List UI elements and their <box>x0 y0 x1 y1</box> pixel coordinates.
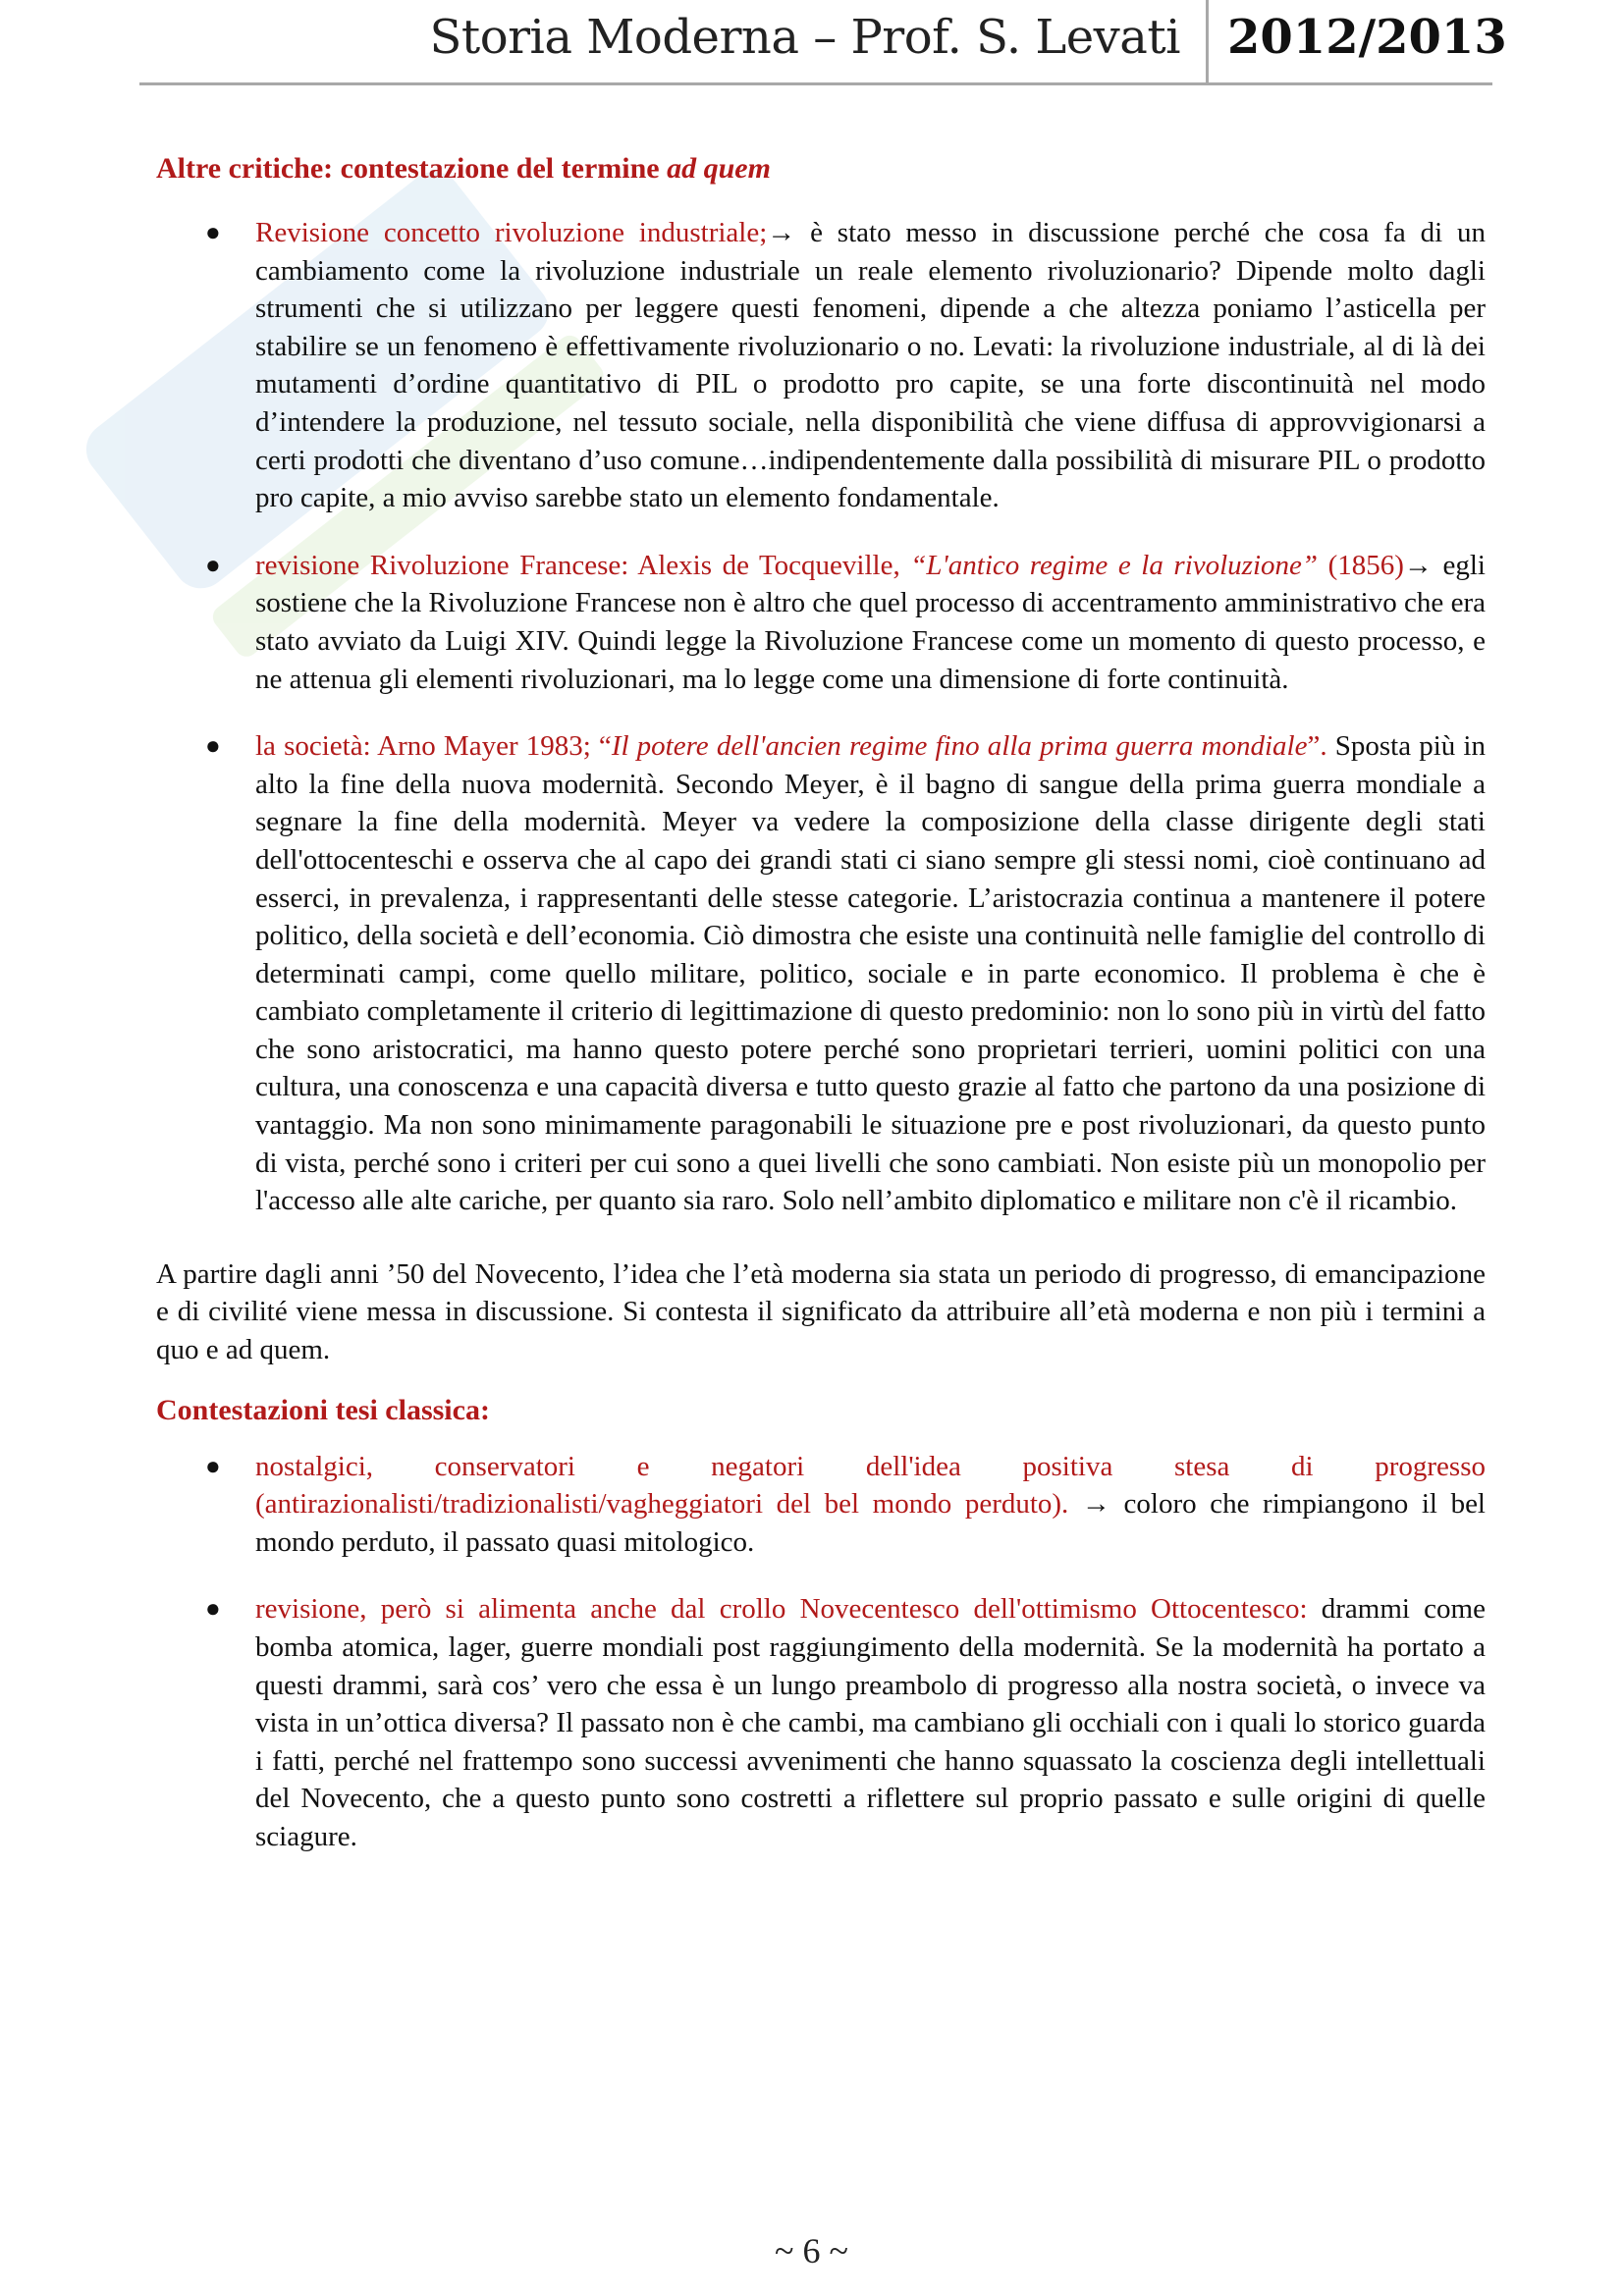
critiche-list <box>156 214 1486 1220</box>
bullet-icon: ● <box>205 550 221 579</box>
header-academic-year: 2012/2013 <box>1227 10 1507 65</box>
arrow-icon: → <box>1081 1488 1110 1521</box>
arrow-icon: → <box>1403 549 1433 581</box>
header-divider <box>1206 0 1209 82</box>
page-header <box>139 0 1507 85</box>
page-number: ~ 6 ~ <box>775 2231 848 2270</box>
list-item: ● la società: Arno Mayer 1983; “Il potere dell'ancien regime fino alla prima guerra mondiale”. Sposta più in alto la fine della nuova modernità. Secondo Meyer, è il bagno di sangue della prima guerra mondiale a segnare la fine della modernità. Meyer va vedere la composizione della classe dirigente degli stati dell'ottocenteschi e osserva che al capo dei grandi stati ci siano sempre gli stessi nomi, cioè continuano ad esserci, in prevalenza, i rappresentanti delle stesse categorie. L’aristocrazia continua a mantenere il potere politico, della società e dell’economia. Ciò dimostra che esiste una continuità nelle famiglie del controllo di determinati campi, come quello militare, politico, sociale e in parte economico. Il problema è che è cambiato completamente il criterio di legittimazione di questo predominio: non lo sono più in virtù del fatto che sono aristocratici, ma hanno questo potere perché sono proprietari terrieri, uomini politici con una cultura, una conoscenza e una capacità diversa e tutto questo grazie al fatto che partono da una posizione di vantaggio. Ma non sono minimamente paragonabili le situazione pre e post rivoluzionari, da questo punto di vista, perché sono i criteri per cui sono a quei livelli che sono cambiati. Non esiste più un monopolio per l'accesso alle alte cariche, per quanto sia raro. Solo nell’ambito diplomatico e militare non c'è il ricambio. <box>156 727 1486 1220</box>
list-item: ● revisione Rivoluzione Francese: Alexis de Tocqueville, “L'antico regime e la rivoluzione” (1856)→ egli sostiene che la Rivoluzione Francese non è altro che quel processo di accentramento amministrativo che era stato avviato da Luigi XIV. Quindi legge la Rivoluzione Francese come un momento di questo processo, e ne attenua gli elementi rivoluzionari, ma lo legge come una dimensione di forte continuità. <box>156 547 1486 698</box>
section-heading-critiche: Altre critiche: contestazione del termine ad quem <box>156 152 771 185</box>
page-content <box>156 149 1486 1856</box>
bullet-icon: ● <box>205 1594 221 1624</box>
arrow-icon: → <box>767 217 796 248</box>
header-course-title: Storia Moderna – Prof. S. Levati <box>429 10 1180 65</box>
list-item: ● revisione, però si alimenta anche dal crollo Novecentesco dell'ottimismo Ottocentesco: drammi come bomba atomica, lager, guerre mondiali post raggiungimento della modernità. Se la modernità ha portato a questi drammi, sarà cos’ vero che essa è un lungo preambolo di progresso alla nostra società, o invece va vista in un’ottica diversa? Il passato non è che cambi, ma cambiano gli occhiali con i quali lo storico guarda i fatti, perché nel frattempo sono successi avvenimenti che hanno squassato la coscienza degli intellettuali del Novecento, che a questo punto sono costretti a riflettere sul proprio passato e sulle origini di quelle sciagure. <box>156 1590 1486 1855</box>
intro-paragraph: A partire dagli anni ’50 del Novecento, l’idea che l’età moderna sia stata un periodo di progresso, di emancipazione e di civilité viene messa in discussione. Si contesta il significato da attribuire all’età moderna e non più i termini a quo e ad quem. <box>156 1257 1486 1366</box>
bullet-icon: ● <box>205 1451 221 1480</box>
section-heading-contestazioni: Contestazioni tesi classica: <box>156 1393 490 1426</box>
list-item: ● Revisione concetto rivoluzione industriale;→ è stato messo in discussione perché che cosa fa di un cambiamento come la rivoluzione industriale un reale elemento rivoluzionario? Dipende molto dagli strumenti che si utilizzano per leggere questi fenomeni, dipende a che altezza poniamo l’asticella per stabilire se un fenomeno è effettivamente rivoluzionario o no. Levati: la rivoluzione industriale, al di là dei mutamenti d’ordine quantitativo di PIL o prodotto pro capite, se una forte discontinuità nel modo d’intendere la produzione, nel tessuto sociale, nella disponibilità che viene diffusa di approvvigionarsi a certi prodotti che diventano d’uso comune…indipendentemente dalla possibilità di misurare PIL o prodotto pro capite, a mio avviso sarebbe stato un elemento fondamentale. <box>156 214 1486 517</box>
bullet-icon: ● <box>205 218 221 246</box>
list-item: ● nostalgici, conservatori e negatori dell'idea positiva stesa di progresso (antirazionalisti/tradizionalisti/vagheggiatori del bel mondo perduto). → coloro che rimpiangono il bel mondo perduto, il passato quasi mitologico. <box>156 1448 1486 1562</box>
contestazioni-list <box>156 1448 1486 1856</box>
bullet-icon: ● <box>205 731 221 761</box>
